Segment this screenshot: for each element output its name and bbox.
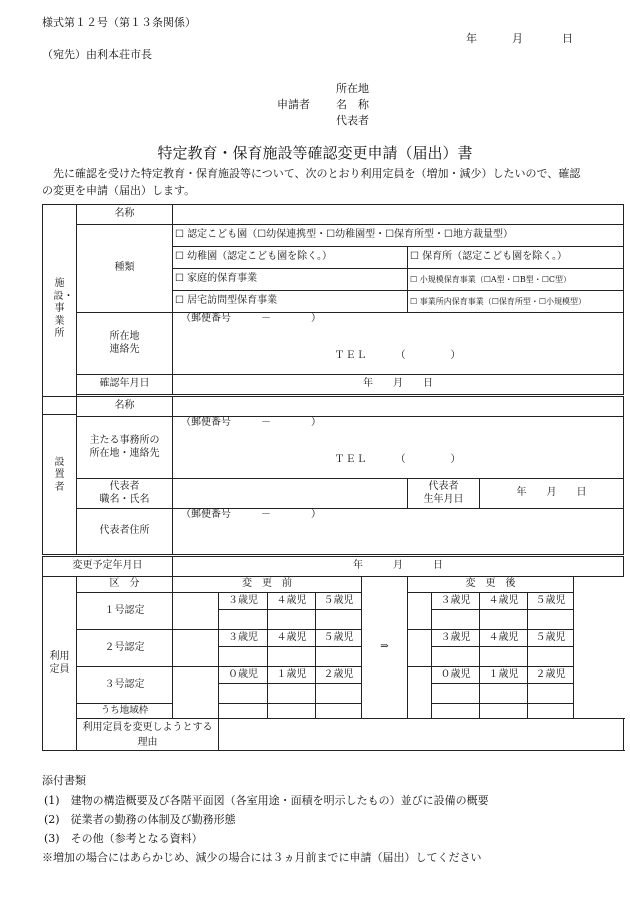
type-visiting-option[interactable]: ☐ 居宅訪問型保育事業 <box>173 291 408 313</box>
scheduled-date-field[interactable]: 年 月 日 <box>173 557 624 577</box>
before-local-val3[interactable] <box>316 704 362 719</box>
before-1go-age1: ３歳児 <box>219 593 268 610</box>
facility-address-label: 所在地 連絡先 <box>77 313 173 375</box>
operator-rep-address-label: 代表者住所 <box>77 509 173 555</box>
operator-section-label-cell: 設置者 <box>43 397 77 555</box>
before-1go-total[interactable] <box>173 593 219 630</box>
after-3go-age2: １歳児 <box>480 667 528 684</box>
applicant-rep-label: 代表者 <box>336 114 369 127</box>
facility-type-label: 種類 <box>77 225 173 313</box>
attachment-item-2: (2) 従業者の勤務の体制及び勤務形態 <box>44 813 236 826</box>
applicant-name-label: 名 称 <box>336 98 369 111</box>
attachment-item-1: (1) 建物の構造概要及び各階平面図（各室用途・面積を明示したもの）並びに設備の概要 <box>44 794 489 807</box>
type-nursery-option[interactable]: ☐ 保育所（認定こども園を除く。） <box>408 247 624 269</box>
attachments-title: 添付書類 <box>42 774 86 787</box>
operator-birth-label: 代表者 生年月日 <box>408 479 480 509</box>
reason-label: 利用定員を変更しようとする理由 <box>77 719 219 751</box>
before-header: 変 更 前 <box>173 577 362 593</box>
applicant-address-label: 所在地 <box>336 82 369 95</box>
after-2go-total[interactable] <box>408 630 432 667</box>
before-2go-age3: ５歳児 <box>316 630 362 647</box>
before-1go-age3: ５歳児 <box>316 593 362 610</box>
after-local-val1[interactable] <box>432 704 480 719</box>
before-3go-val3[interactable] <box>316 684 362 704</box>
type-onsite-option[interactable]: ☐ 事業所内保育事業（☐保育所型・☐小規模型） <box>408 291 624 313</box>
type-kindergarten-option[interactable]: ☐ 幼稚園（認定こども園を除く。） <box>173 247 408 269</box>
after-3go-val2[interactable] <box>480 684 528 704</box>
before-1go-val3[interactable] <box>316 610 362 630</box>
intro-text: 先に確認を受けた特定教育・保育施設等について、次のとおり利用定員を（増加・減少）したいので、確認の変更を申請（届出）します。 <box>42 167 581 197</box>
operator-rep-label: 代表者 職名・氏名 <box>77 479 173 509</box>
operator-tel: ＴＥＬ （ ） <box>334 453 462 465</box>
facility-tel: ＴＥＬ （ ） <box>334 349 462 361</box>
facility-name-label: 名称 <box>77 205 173 225</box>
after-1go-age2: ４歳児 <box>480 593 528 610</box>
local-quota-label: うち地域枠 <box>77 704 173 719</box>
after-3go-age3: ２歳児 <box>528 667 574 684</box>
after-2go-val3[interactable] <box>528 647 574 667</box>
facility-section-label: 施設・事業所 <box>43 205 77 415</box>
before-2go-age2: ４歳児 <box>268 630 316 647</box>
operator-name-label: 名称 <box>77 397 173 417</box>
facility-address-field[interactable] <box>173 313 624 375</box>
before-2go-val1[interactable] <box>219 647 268 667</box>
applicant-label: 申請者 <box>277 98 310 111</box>
before-3go-age1: ０歳児 <box>219 667 268 684</box>
after-1go-age3: ５歳児 <box>528 593 574 610</box>
operator-rep-field[interactable] <box>173 479 408 509</box>
before-2go-age1: ３歳児 <box>219 630 268 647</box>
before-3go-age2: １歳児 <box>268 667 316 684</box>
operator-rep-zip: （郵便番号 － ） <box>181 509 321 520</box>
after-1go-val2[interactable] <box>480 610 528 630</box>
confirm-date-label: 確認年月日 <box>77 375 173 395</box>
date-month: 月 <box>512 32 523 45</box>
submission-note: ※増加の場合にはあらかじめ、減少の場合には３ヵ月前までに申請（届出）してください <box>42 851 482 864</box>
page-title: 特定教育・保育施設等確認変更申請（届出）書 <box>157 144 473 162</box>
type-small-option[interactable]: ☐ 小規模保育事業（☐A型・☐B型・☐C型） <box>408 269 624 291</box>
before-1go-val2[interactable] <box>268 610 316 630</box>
before-3go-val1[interactable] <box>219 684 268 704</box>
after-3go-val1[interactable] <box>432 684 480 704</box>
after-2go-age2: ４歳児 <box>480 630 528 647</box>
change-arrow: ⇒ <box>362 577 408 719</box>
after-header: 変 更 後 <box>408 577 574 593</box>
form-number: 様式第１２号（第１３条関係） <box>42 16 196 29</box>
operator-zip: （郵便番号 － ） <box>181 417 321 428</box>
after-local-val3[interactable] <box>528 704 574 719</box>
after-2go-age3: ５歳児 <box>528 630 574 647</box>
before-3go-val2[interactable] <box>268 684 316 704</box>
operator-rep-address-field[interactable] <box>173 509 624 555</box>
after-3go-total[interactable] <box>408 667 432 719</box>
after-1go-total[interactable] <box>408 593 432 630</box>
before-3go-total[interactable] <box>173 667 219 719</box>
date-day: 日 <box>562 32 573 45</box>
confirm-date-field[interactable]: 年 月 日 <box>173 375 624 395</box>
before-local-val2[interactable] <box>268 704 316 719</box>
reason-field[interactable] <box>219 719 624 751</box>
application-form-table <box>42 204 624 415</box>
before-local-val1[interactable] <box>219 704 268 719</box>
row-3go-label: ３号認定 <box>77 667 173 704</box>
row-1go-label: １号認定 <box>77 593 173 630</box>
after-2go-age1: ３歳児 <box>432 630 480 647</box>
before-2go-total[interactable] <box>173 630 219 667</box>
operator-name-field[interactable] <box>173 397 624 417</box>
facility-zip: （郵便番号 － ） <box>181 313 321 324</box>
addressee: （宛先）由利本荘市長 <box>42 48 152 61</box>
after-1go-val1[interactable] <box>432 610 480 630</box>
after-2go-val2[interactable] <box>480 647 528 667</box>
before-1go-val1[interactable] <box>219 610 268 630</box>
capacity-section-label: 利用定員 <box>43 577 77 751</box>
date-year: 年 <box>466 32 477 45</box>
attachment-item-3: (3) その他（参考となる資料） <box>44 832 203 845</box>
category-label: 区 分 <box>77 577 173 593</box>
before-2go-val2[interactable] <box>268 647 316 667</box>
operator-office-field[interactable] <box>173 417 624 479</box>
row-2go-label: ２号認定 <box>77 630 173 667</box>
operator-birth-field[interactable]: 年 月 日 <box>480 479 624 509</box>
before-2go-val3[interactable] <box>316 647 362 667</box>
before-1go-age2: ４歳児 <box>268 593 316 610</box>
after-1go-age1: ３歳児 <box>432 593 480 610</box>
facility-name-field[interactable] <box>173 205 624 225</box>
after-1go-val3[interactable] <box>528 610 574 630</box>
operator-office-label: 主たる事務所の 所在地・連絡先 <box>77 417 173 479</box>
operator-table <box>42 396 624 555</box>
scheduled-date-label: 変更予定年月日 <box>43 557 173 577</box>
after-2go-val1[interactable] <box>432 647 480 667</box>
capacity-table <box>42 556 624 751</box>
type-nintei-option[interactable]: ☐ 認定こども園（☐幼保連携型・☐幼稚園型・☐保育所型・☐地方裁量型） <box>173 225 624 247</box>
before-3go-age3: ２歳児 <box>316 667 362 684</box>
after-3go-val3[interactable] <box>528 684 574 704</box>
after-local-val2[interactable] <box>480 704 528 719</box>
type-home-option[interactable]: ☐ 家庭的保育事業 <box>173 269 408 291</box>
after-3go-age1: ０歳児 <box>432 667 480 684</box>
